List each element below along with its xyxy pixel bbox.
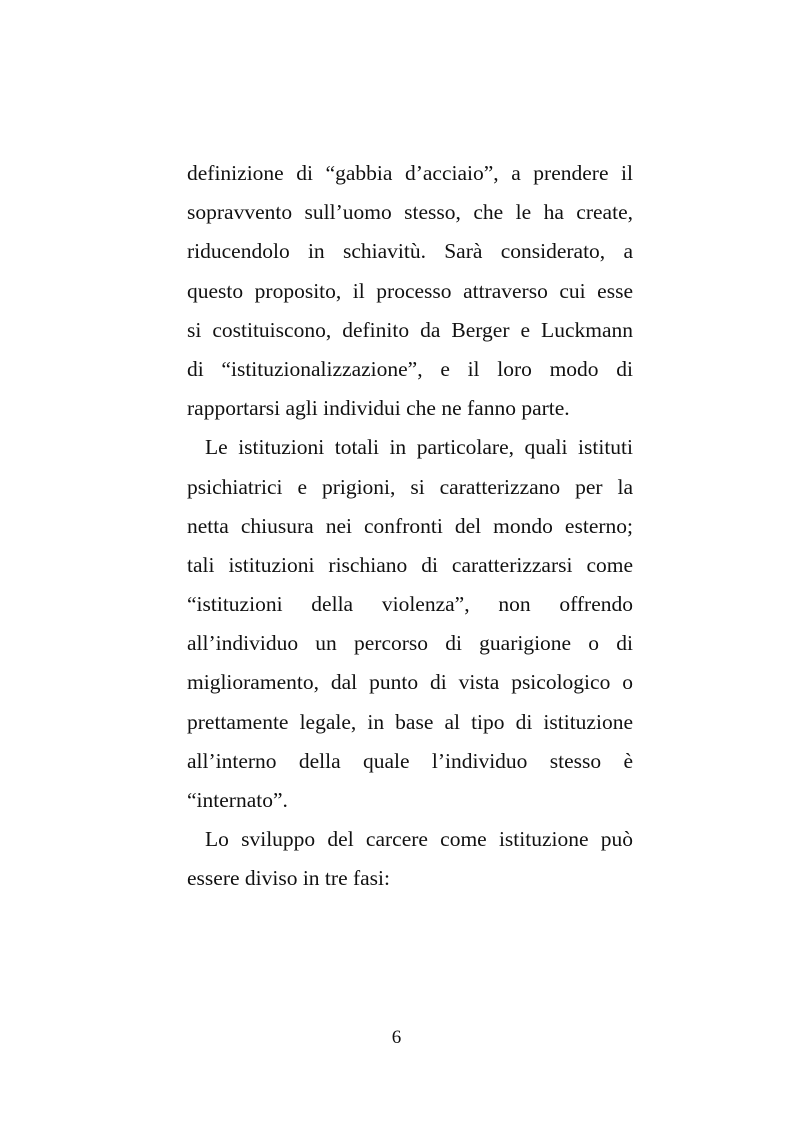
text-line: netta chiusura nei confronti del mondo esterno; (187, 513, 633, 538)
page-number: 6 (391, 1027, 402, 1048)
text-line: Le istituzioni totali in particolare, quali istituti (205, 435, 633, 460)
text-line: sopravvento sull’uomo stesso, che le ha create, (187, 200, 633, 225)
text-line: miglioramento, dal punto di vista psicologico o (187, 670, 633, 695)
text-line: psichiatrici e prigioni, si caratterizzano per la (187, 474, 633, 499)
paragraph (187, 428, 633, 820)
text-line: definizione di “gabbia d’acciaio”, a prendere il (187, 161, 633, 185)
text-line: tali istituzioni rischiano di caratterizzarsi come (187, 552, 633, 577)
body-text (187, 154, 633, 899)
text-line: all’individuo un percorso di guarigione o di (187, 631, 633, 656)
text-line: di “istituzionalizzazione”, e il loro modo di (187, 356, 633, 381)
text-line: Lo sviluppo del carcere come istituzione può (205, 827, 633, 852)
text-line: si costituiscono, definito da Berger e Luckmann (187, 317, 633, 342)
paragraph (187, 154, 633, 428)
text-line: questo proposito, il processo attraverso cui esse (187, 278, 633, 303)
paragraph (187, 820, 633, 898)
text-line: rapportarsi agli individui che ne fanno parte. (187, 396, 570, 421)
text-line: essere diviso in tre fasi: (187, 866, 391, 891)
text-line: prettamente legale, in base al tipo di istituzione (187, 709, 633, 734)
text-line: “internato”. (187, 788, 288, 812)
text-line: all’interno della quale l’individuo stesso è (187, 748, 633, 773)
text-line: riducendolo in schiavitù. Sarà considerato, a (187, 239, 633, 264)
text-line: “istituzioni della violenza”, non offrendo (187, 592, 633, 617)
